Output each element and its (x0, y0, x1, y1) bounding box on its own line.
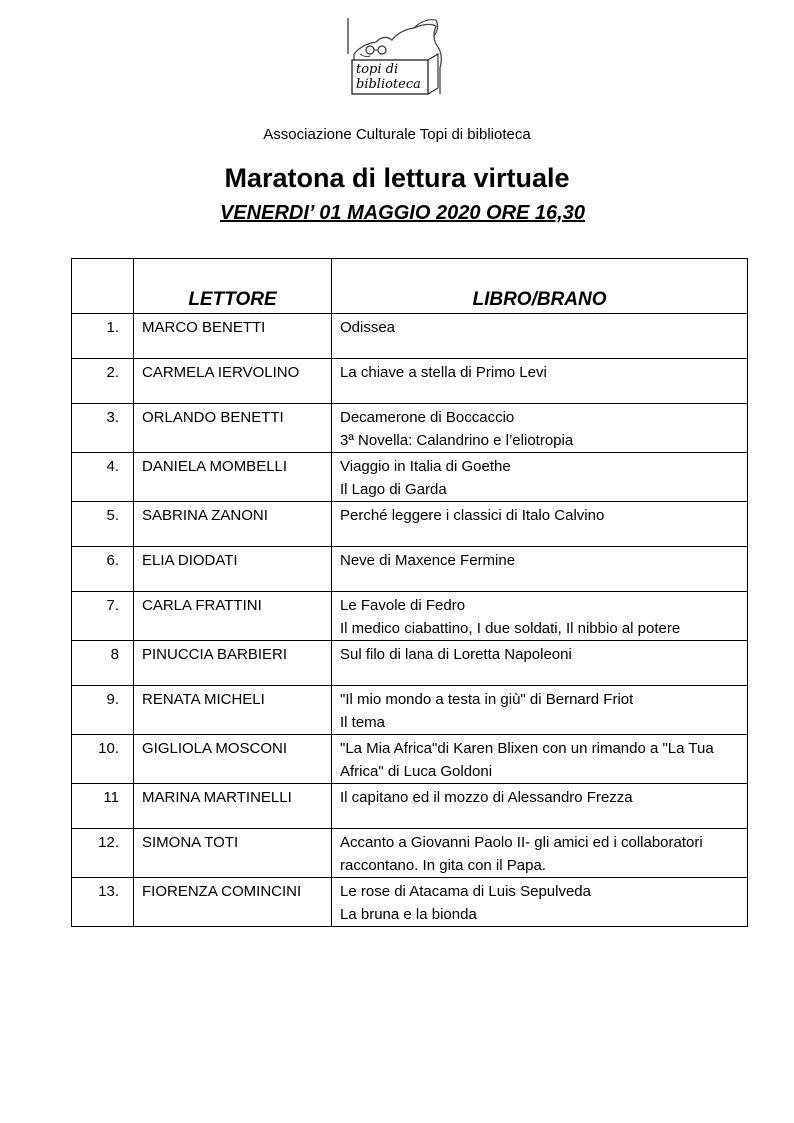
book-title-line: Viaggio in Italia di Goethe (340, 458, 511, 475)
table-row (72, 404, 748, 453)
book-title-line: Il Lago di Garda (340, 481, 447, 498)
table-row (72, 547, 748, 592)
row-number: 2. (72, 359, 134, 404)
reader-name: ORLANDO BENETTI (134, 404, 332, 453)
table-row (72, 878, 748, 927)
reader-name: ELIA DIODATI (134, 547, 332, 592)
book-cell (332, 829, 748, 878)
header-reader-label: LETTORE (188, 289, 277, 310)
table-row (72, 784, 748, 829)
header-book-cell (332, 259, 748, 314)
header-book-label: LIBRO/BRANO (472, 289, 607, 310)
book-title-line: Decamerone di Boccaccio (340, 409, 515, 426)
reader-name: FIORENZA COMINCINI (134, 878, 332, 927)
table-row (72, 641, 748, 686)
table-row (72, 686, 748, 735)
table-row (72, 592, 748, 641)
reader-name: RENATA MICHELI (134, 686, 332, 735)
row-number: 3. (72, 404, 134, 453)
book-title-line: Le Favole di Fedro (340, 597, 466, 614)
book-cell (332, 735, 748, 784)
book-cell (332, 784, 748, 829)
reader-name: SIMONA TOTI (134, 829, 332, 878)
book-title-line: "Il mio mondo a testa in giù" di Bernard Friot (340, 691, 634, 708)
book-cell (332, 592, 748, 641)
book-title-line: Le rose di Atacama di Luis Sepulveda (340, 883, 591, 900)
book-cell (332, 453, 748, 502)
table-row (72, 453, 748, 502)
table-header-row (72, 259, 748, 314)
table-row (72, 502, 748, 547)
row-number: 8 (72, 641, 134, 686)
row-number: 9. (72, 686, 134, 735)
book-title-line: Il medico ciabattino, I due soldati, Il nibbio al potere (340, 620, 681, 637)
event-date-subtitle: VENERDI’ 01 MAGGIO 2020 ORE 16,30 (220, 202, 585, 224)
topi-di-biblioteca-logo (340, 14, 455, 98)
reader-name: GIGLIOLA MOSCONI (134, 735, 332, 784)
row-number: 1. (72, 314, 134, 359)
table-row (72, 735, 748, 784)
row-number: 7. (72, 592, 134, 641)
book-cell (332, 641, 748, 686)
row-number: 13. (72, 878, 134, 927)
book-cell (332, 686, 748, 735)
book-cell (332, 502, 748, 547)
row-number: 5. (72, 502, 134, 547)
book-title-line: Perché leggere i classici di Italo Calvino (340, 507, 605, 524)
reader-name: CARLA FRATTINI (134, 592, 332, 641)
row-number: 4. (72, 453, 134, 502)
book-cell (332, 547, 748, 592)
organization-name: Associazione Culturale Topi di biblioteca (263, 126, 531, 143)
book-title-line: Odissea (340, 319, 396, 336)
row-number: 12. (72, 829, 134, 878)
book-title-line: "La Mia Africa"di Karen Blixen con un rimando a "La Tua Africa" di Luca Goldoni (340, 740, 714, 780)
book-cell (332, 404, 748, 453)
book-title-line: La chiave a stella di Primo Levi (340, 364, 547, 381)
book-cell (332, 359, 748, 404)
reader-name: DANIELA MOMBELLI (134, 453, 332, 502)
logo-text-line1: topi di (356, 62, 399, 77)
book-cell (332, 314, 748, 359)
book-title-line: La bruna e la bionda (340, 906, 477, 923)
book-title-line: Accanto a Giovanni Paolo II- gli amici ed i collaboratori raccontano. In gita con il Papa. (340, 834, 703, 874)
reader-name: MARCO BENETTI (134, 314, 332, 359)
table-row (72, 359, 748, 404)
reader-name: MARINA MARTINELLI (134, 784, 332, 829)
reader-name: SABRINA ZANONI (134, 502, 332, 547)
book-title-line: Sul filo di lana di Loretta Napoleoni (340, 646, 572, 663)
reader-name: CARMELA IERVOLINO (134, 359, 332, 404)
header-number-cell (72, 259, 134, 314)
table-row (72, 314, 748, 359)
header-reader-cell (134, 259, 332, 314)
row-number: 11 (72, 784, 134, 829)
page-title: Maratona di lettura virtuale (224, 163, 570, 193)
readers-table (71, 258, 748, 927)
book-cell (332, 878, 748, 927)
book-title-line: Neve di Maxence Fermine (340, 552, 516, 569)
book-title-line: 3ª Novella: Calandrino e l’eliotropia (340, 432, 574, 449)
table-row (72, 829, 748, 878)
logo-text-line2: biblioteca (356, 77, 421, 92)
row-number: 6. (72, 547, 134, 592)
row-number: 10. (72, 735, 134, 784)
book-title-line: Il capitano ed il mozzo di Alessandro Frezza (340, 789, 633, 806)
book-title-line: Il tema (340, 714, 386, 731)
reader-name: PINUCCIA BARBIERI (134, 641, 332, 686)
